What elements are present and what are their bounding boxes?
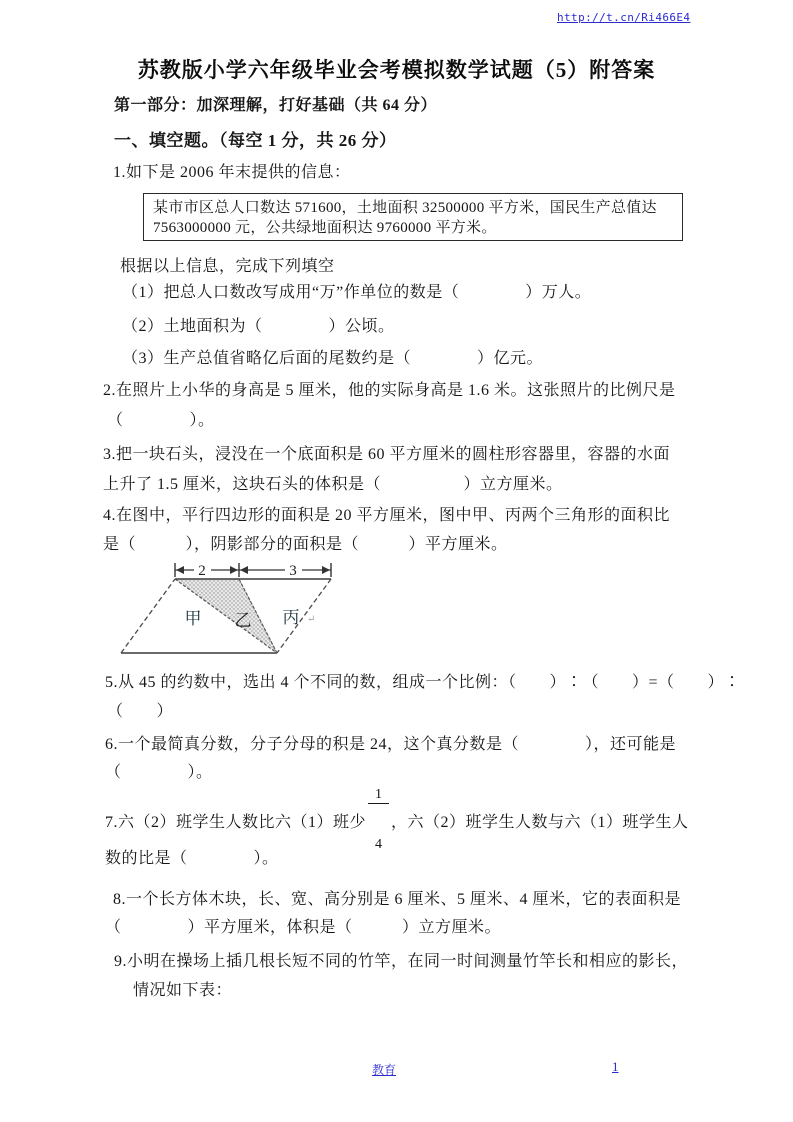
footer-page-number[interactable]: 1 — [612, 1059, 619, 1074]
paragraph-return-mark: ↵ — [307, 614, 316, 625]
question-3-line-1: 3.把一块石头，浸没在一个底面积是 60 平方厘米的圆柱形容器里，容器的水面 — [103, 446, 671, 463]
question-1-sub-3: （3）生产总值省略亿后面的尾数约是（ ）亿元。 — [122, 350, 544, 367]
arrow-right-b — [322, 566, 330, 574]
info-box — [143, 193, 683, 241]
question-8-line-2: （ ）平方厘米，体积是（ ）立方厘米。 — [105, 919, 502, 936]
question-5-line-1: 5.从 45 的约数中，选出 4 个不同的数，组成一个比例：（ ）∶（ ）=（ ）∶ — [105, 674, 741, 691]
dim-label-right: 3 — [289, 563, 297, 579]
arrow-right-a — [240, 566, 248, 574]
footer-site-link[interactable]: 教育 — [372, 1063, 397, 1077]
edge-left — [121, 579, 175, 653]
page-title: 苏教版小学六年级毕业会考模拟数学试题（5）附答案 — [137, 58, 656, 82]
question-4-line-1: 4.在图中，平行四边形的面积是 20 平方厘米，图中甲、丙两个三角形的面积比 — [103, 507, 671, 524]
subsection-heading: 一、填空题。（每空 1 分，共 26 分） — [114, 131, 397, 150]
header-url-link[interactable]: http://t.cn/Ri466E4 — [557, 11, 691, 24]
parallelogram-figure-svg — [113, 560, 341, 664]
fraction-one-fourth — [368, 755, 389, 885]
question-7-line-2: 数的比是（ ）。 — [105, 850, 279, 867]
question-8-line-1: 8.一个长方体木块，长、宽、高分别是 6 厘米、5 厘米、4 厘米，它的表面积是 — [113, 891, 682, 908]
question-1-sub-1: （1）把总人口数改写成用“万”作单位的数是（ ）万人。 — [122, 284, 592, 301]
question-9-line-1: 9.小明在操场上插几根长短不同的竹竿，在同一时间测量竹竿长和相应的影长， — [114, 953, 689, 970]
question-5-line-2: （ ） — [107, 703, 174, 720]
question-7-text-before-fraction: 7.六（2）班学生人数比六（1）班少 — [105, 813, 367, 831]
fraction-numerator: 1 — [368, 787, 389, 804]
region-label-jia: 甲 — [184, 609, 202, 628]
question-1-sub-2: （2）土地面积为（ ）公顷。 — [122, 318, 395, 335]
question-2-line-2: （ ）。 — [107, 412, 215, 429]
dim-label-left: 2 — [198, 563, 206, 579]
question-1-lead: 根据以上信息，完成下列填空 — [120, 258, 335, 275]
arrow-left-b — [230, 566, 238, 574]
question-6-line-1: 6.一个最简真分数，分子分母的积是 24，这个真分数是（ ），还可能是 — [105, 736, 677, 753]
fraction-denominator: 4 — [375, 836, 383, 852]
question-4-line-2: 是（ ），阴影部分的面积是（ ）平方厘米。 — [103, 536, 508, 553]
region-label-bing: 丙 — [282, 608, 300, 627]
parallelogram-figure — [113, 560, 341, 664]
question-2-line-1: 2.在照片上小华的身高是 5 厘米，他的实际身高是 1.6 米。这张照片的比例尺是 — [103, 382, 676, 399]
region-label-yi: 乙 — [234, 611, 252, 630]
question-9-line-2: 情况如下表： — [133, 982, 233, 999]
question-7-text-after-fraction: ，六（2）班学生人数与六（1）班学生人 — [391, 813, 689, 831]
question-6-line-2: （ ）。 — [105, 764, 213, 781]
section-heading: 第一部分：加深理解，打好基础（共 64 分） — [114, 97, 438, 114]
question-3-line-2: 上升了 1.5 厘米，这块石头的体积是（ ）立方厘米。 — [103, 476, 563, 493]
question-7-line-1 — [105, 787, 689, 852]
question-1-intro: 1.如下是 2006 年末提供的信息： — [113, 164, 351, 181]
arrow-left-a — [176, 566, 184, 574]
info-box-text: 某市市区总人口数达 571600，土地面积 32500000 平方米，国民生产总值达 7563000000 元，公共绿地面积达 9760000 平方米。 — [153, 200, 657, 236]
